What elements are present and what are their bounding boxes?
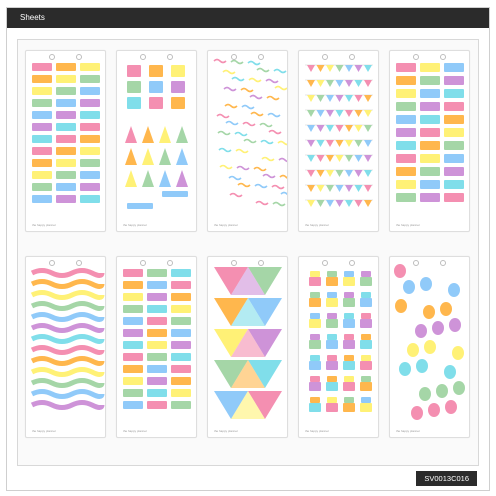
gift-hat-sheet xyxy=(116,50,197,232)
sticker-artwork xyxy=(390,51,470,232)
sheet-brand: the happy planner xyxy=(32,429,57,433)
sticker-artwork xyxy=(208,257,288,438)
header-title: Sheets xyxy=(20,13,45,22)
hang-hole xyxy=(231,54,237,60)
hang-hole xyxy=(140,54,146,60)
hang-hole xyxy=(322,260,328,266)
header-bar xyxy=(7,8,489,28)
cake-cupcake-sheet xyxy=(298,256,379,438)
sticker-sheet-grid xyxy=(17,39,479,466)
sticker-artwork xyxy=(117,257,197,438)
hang-hole xyxy=(76,260,82,266)
sheet-brand: the happy planner xyxy=(214,429,239,433)
hang-hole xyxy=(231,260,237,266)
hang-hole xyxy=(140,260,146,266)
sticker-artwork xyxy=(117,51,197,232)
sheet-brand: the happy planner xyxy=(396,223,421,227)
confetti-sheet xyxy=(207,50,288,232)
hang-hole xyxy=(76,54,82,60)
sticker-artwork xyxy=(208,51,288,232)
hang-hole xyxy=(440,260,446,266)
hang-hole xyxy=(349,260,355,266)
hang-hole xyxy=(167,54,173,60)
hang-hole xyxy=(49,260,55,266)
sticker-artwork xyxy=(299,51,379,232)
hang-hole xyxy=(413,54,419,60)
hang-hole xyxy=(349,54,355,60)
hang-hole xyxy=(322,54,328,60)
hang-hole xyxy=(258,54,264,60)
product-code-badge xyxy=(416,471,477,486)
sheet-brand: the happy planner xyxy=(32,223,57,227)
sticker-artwork xyxy=(26,257,106,438)
party-text-sheet xyxy=(25,50,106,232)
wavy-banner-sheet xyxy=(25,256,106,438)
sheet-brand: the happy planner xyxy=(305,429,330,433)
hang-hole xyxy=(440,54,446,60)
happy-birthday-sheet xyxy=(116,256,197,438)
hang-hole xyxy=(49,54,55,60)
balloons-sheet xyxy=(389,256,470,438)
hang-hole xyxy=(258,260,264,266)
sticker-artwork xyxy=(390,257,470,438)
hang-hole xyxy=(413,260,419,266)
sticker-artwork xyxy=(299,257,379,438)
hang-hole xyxy=(167,260,173,266)
sheet-brand: the happy planner xyxy=(214,223,239,227)
garland-sheet xyxy=(298,50,379,232)
sheet-brand: the happy planner xyxy=(123,223,148,227)
product-frame xyxy=(6,7,490,491)
product-code: SV0013C016 xyxy=(424,474,469,483)
sheet-brand: the happy planner xyxy=(396,429,421,433)
sheet-brand: the happy planner xyxy=(123,429,148,433)
pennant-sheet xyxy=(207,256,288,438)
its-your-day-sheet xyxy=(389,50,470,232)
sheet-brand: the happy planner xyxy=(305,223,330,227)
sticker-artwork xyxy=(26,51,106,232)
